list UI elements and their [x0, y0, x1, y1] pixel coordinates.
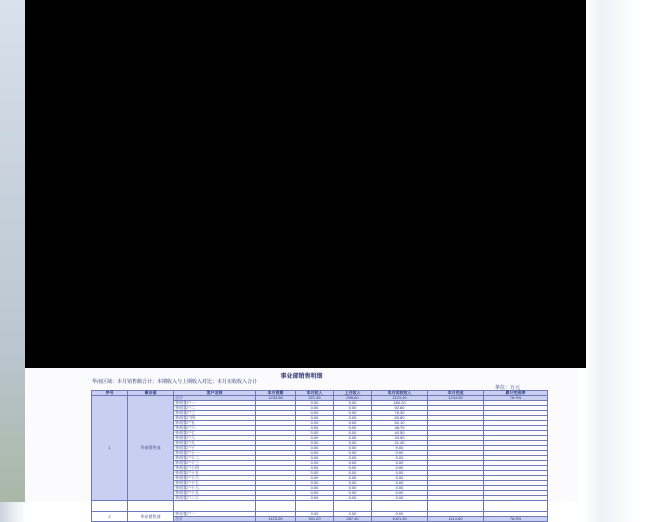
table-cell: 华南客户九 — [174, 441, 256, 446]
table-cell: 华东客户一 — [174, 512, 256, 517]
group-one-body — [92, 396, 548, 501]
table-cell: 0.00 — [296, 426, 334, 431]
table-cell: 9.00 — [372, 446, 428, 451]
table-cell: 华南客户五 — [174, 421, 256, 426]
table-cell: 0.00 — [296, 491, 334, 496]
table-cell: 0.00 — [296, 441, 334, 446]
column-header: 上月收入 — [334, 391, 372, 396]
table-cell: 321.45 — [296, 396, 334, 401]
table-cell: 华东销售部 — [128, 512, 174, 522]
table-cell: 0.00 — [372, 476, 428, 481]
table-cell: 0.00 — [372, 486, 428, 491]
table-cell: 0.00 — [334, 476, 372, 481]
table-cell: 0.00 — [296, 431, 334, 436]
table-cell: 1021.30 — [372, 517, 428, 522]
table-cell: 0.00 — [334, 451, 372, 456]
column-header: 事业部 — [128, 391, 174, 396]
table-cell: 华南客户三 — [174, 411, 256, 416]
table-cell: 0.00 — [296, 496, 334, 501]
column-header: 序号 — [92, 391, 128, 396]
table-cell: 1234.50 — [428, 396, 484, 401]
table-cell: 48.70 — [372, 426, 428, 431]
column-header: 客户名称 — [174, 391, 256, 396]
table-cell: 0.00 — [296, 436, 334, 441]
table-cell: 0.00 — [334, 446, 372, 451]
table-cell: 0.00 — [296, 471, 334, 476]
table-cell: 0.00 — [296, 416, 334, 421]
table-cell: 0.00 — [334, 431, 372, 436]
column-header: 本月实收收入 — [372, 391, 428, 396]
table-cell: 0.00 — [296, 476, 334, 481]
table-cell: 华南客户十六 — [174, 476, 256, 481]
table-cell: 0.00 — [296, 486, 334, 491]
table-cell: 0.00 — [334, 461, 372, 466]
table-cell: 0.00 — [334, 496, 372, 501]
table-cell: 0.00 — [372, 461, 428, 466]
table-cell: 0.00 — [334, 411, 372, 416]
table-cell: 2 — [92, 512, 128, 522]
table-cell: 华南客户十 — [174, 446, 256, 451]
table-cell: 0.00 — [334, 486, 372, 491]
table-cell: 0.00 — [334, 456, 372, 461]
table-cell: 0.00 — [334, 401, 372, 406]
table-cell: 0.00 — [334, 406, 372, 411]
table-cell: 0.00 — [334, 471, 372, 476]
column-header: 本月完成 — [428, 391, 484, 396]
table-cell: 华南客户十一 — [174, 451, 256, 456]
table-cell: 0.00 — [296, 411, 334, 416]
table-cell: 0.00 — [334, 481, 372, 486]
spreadsheet-preview — [25, 368, 578, 521]
table-cell: 0.00 — [334, 491, 372, 496]
table-cell: 0.00 — [372, 451, 428, 456]
table-cell: 92.60 — [372, 406, 428, 411]
table-cell: 21.40 — [372, 441, 428, 446]
column-header: 本月预算 — [256, 391, 296, 396]
table-cell: 0.00 — [372, 512, 428, 517]
table-cell: 华南客户六 — [174, 426, 256, 431]
table-cell: 合计 — [174, 396, 256, 401]
table-cell: 0.00 — [334, 436, 372, 441]
table-cell: 76.30 — [372, 411, 428, 416]
table-cell: 0.00 — [296, 461, 334, 466]
sheet-unit: 单位：万元 — [494, 385, 520, 391]
table-cell: 1234.56 — [256, 396, 296, 401]
table-cell: 0.00 — [296, 406, 334, 411]
column-header: 本月收入 — [296, 391, 334, 396]
table-cell: 华南客户十四 — [174, 466, 256, 471]
table-cell: 52.10 — [372, 421, 428, 426]
table-cell: 华南客户二 — [174, 406, 256, 411]
table-cell: 华南客户十八 — [174, 486, 256, 491]
sheet-title: 事业部销售明细 — [280, 374, 323, 380]
sheet-subtitle: 华南区域：本月销售额合计；本期收入与上期收入对比；本月实收收入合计 — [92, 379, 258, 385]
table-cell: 287.40 — [334, 517, 372, 522]
table-cell: 301.20 — [296, 517, 334, 522]
table-cell: 0.00 — [372, 471, 428, 476]
table-cell: 0.00 — [334, 441, 372, 446]
table-cell: 华南客户十五 — [174, 471, 256, 476]
sales-table — [91, 390, 548, 522]
table-cell: 0.00 — [372, 456, 428, 461]
table-cell: 0.00 — [296, 421, 334, 426]
table-cell: 0.00 — [334, 426, 372, 431]
table-cell: 0.00 — [296, 466, 334, 471]
table-cell: 0.00 — [296, 512, 334, 517]
table-cell: 0.00 — [296, 481, 334, 486]
table-cell: 0.00 — [296, 446, 334, 451]
table-cell: 0.00 — [334, 416, 372, 421]
table-cell: 76.5% — [484, 517, 548, 522]
table-cell: 华南客户四 — [174, 416, 256, 421]
table-cell: 1123.40 — [372, 396, 428, 401]
table-cell: 华南客户七 — [174, 431, 256, 436]
table-cell: 33.90 — [372, 436, 428, 441]
video-player-area[interactable] — [25, 0, 586, 368]
table-cell: 0.00 — [372, 466, 428, 471]
table-cell: 78.9% — [484, 396, 548, 401]
table-cell: 华南客户二十 — [174, 496, 256, 501]
table-cell: 0.00 — [296, 451, 334, 456]
table-cell: 华南客户十七 — [174, 481, 256, 486]
table-cell: 0.00 — [372, 491, 428, 496]
table-cell: 1 — [92, 396, 128, 501]
table-cell: 华南销售部 — [128, 396, 174, 501]
table-cell: 0.00 — [296, 456, 334, 461]
table-cell: 华南客户十二 — [174, 456, 256, 461]
table-cell: 180.20 — [372, 401, 428, 406]
background-edge — [0, 0, 25, 502]
table-cell: 0.00 — [372, 481, 428, 486]
table-cell: 0.00 — [296, 401, 334, 406]
table-cell: 华南客户十九 — [174, 491, 256, 496]
table-cell: 华南客户十三 — [174, 461, 256, 466]
table-cell: 0.00 — [334, 421, 372, 426]
table-cell: 0.00 — [372, 496, 428, 501]
table-cell: 华南客户一 — [174, 401, 256, 406]
table-cell: 合计 — [174, 517, 256, 522]
table-cell: 华南客户八 — [174, 436, 256, 441]
table-cell: 63.80 — [372, 416, 428, 421]
spacer-row — [92, 501, 548, 512]
table-cell: 0.00 — [334, 512, 372, 517]
table-cell: 298.60 — [334, 396, 372, 401]
table-cell: 1123.00 — [256, 517, 296, 522]
table-cell: 1114.60 — [428, 517, 484, 522]
table-cell: 40.50 — [372, 431, 428, 436]
table-cell: 0.00 — [334, 466, 372, 471]
column-header: 累计完成率 — [484, 391, 548, 396]
group-two-body — [92, 512, 548, 522]
